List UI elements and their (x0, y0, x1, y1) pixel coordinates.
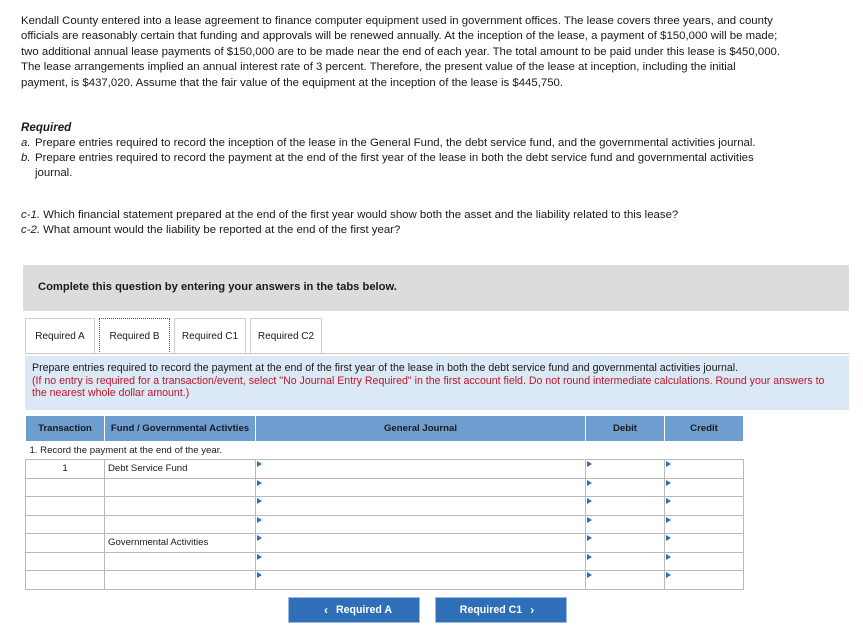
chevron-right-icon: › (530, 603, 535, 617)
debit-input[interactable] (586, 460, 665, 479)
question-c2 (21, 223, 781, 238)
instructions-note: (If no entry is required for a transaction/event, select "No Journal Entry Required" in the first account field. Do not round intermediate calculations. Round your answers to the nearest whole dollar amount.) (32, 374, 825, 400)
account-select[interactable] (256, 552, 586, 571)
debit-input[interactable] (586, 497, 665, 516)
col-header-fund: Fund / Governmental Activties (105, 416, 256, 442)
dropdown-marker-icon (586, 479, 664, 497)
account-select[interactable] (256, 515, 586, 534)
requirement-a (21, 136, 781, 151)
tab-bar (25, 318, 326, 354)
requirements-list (21, 136, 781, 181)
instructions-main: Prepare entries required to record the payment at the end of the first year of the lease in both the debt service fund and governmental activities journal. (32, 362, 739, 374)
transaction-number-cell (26, 534, 105, 553)
tab-required-c1[interactable]: Required C1 (174, 318, 246, 354)
dropdown-marker-icon (586, 516, 664, 534)
question-marker: c-2. (21, 224, 40, 236)
debit-input[interactable] (586, 534, 665, 553)
fund-cell (105, 497, 256, 516)
next-button[interactable] (435, 597, 567, 623)
dropdown-marker-icon (665, 460, 743, 478)
table-row (26, 571, 744, 590)
account-select[interactable] (256, 460, 586, 479)
debit-input[interactable] (586, 571, 665, 590)
transaction-number-cell (26, 478, 105, 497)
dropdown-marker-icon (665, 497, 743, 515)
debit-input[interactable] (586, 515, 665, 534)
dropdown-marker-icon (665, 553, 743, 571)
requirement-marker: b. (21, 152, 31, 164)
col-header-debit: Debit (586, 416, 665, 442)
journal-table (25, 415, 744, 590)
table-row (26, 552, 744, 571)
transaction-number-cell (26, 497, 105, 516)
credit-input[interactable] (665, 534, 744, 553)
prev-button-label: Required A (335, 604, 393, 616)
instructions-panel (25, 356, 849, 410)
debit-input[interactable] (586, 552, 665, 571)
tab-required-b[interactable]: Required B (99, 318, 170, 354)
table-row (26, 515, 744, 534)
col-header-credit: Credit (665, 416, 744, 442)
dropdown-marker-icon (586, 497, 664, 515)
table-row (26, 460, 744, 479)
requirement-b (21, 151, 781, 181)
fund-cell (105, 571, 256, 590)
transaction-number-cell: 1 (26, 460, 105, 479)
problem-statement: Kendall County entered into a lease agreement to finance computer equipment used in government offices. The lease covers three years, and county officials are reasonably certain that funding and approvals will be renewed annually. At the inception of the lease, a payment of $150,000 will be made; two additional annual lease payments of $150,000 are to be made near the end of each year. The total amount to be paid under this lease is $450,000. The lease arrangements implied an annual interest rate of 3 percent. Therefore, the present value of the lease at inception, including the initial payment, is $437,020. Assume that the fair value of the equipment at the inception of the lease is $445,750. (21, 15, 781, 89)
tab-required-c2[interactable]: Required C2 (250, 318, 322, 354)
dropdown-marker-icon (256, 497, 585, 515)
credit-input[interactable] (665, 497, 744, 516)
question-text: What amount would the liability be reported at the end of the first year? (43, 224, 401, 236)
dropdown-marker-icon (256, 479, 585, 497)
dropdown-marker-icon (256, 534, 585, 552)
transaction-description: 1. Record the payment at the end of the year. (26, 442, 744, 460)
account-select[interactable] (256, 571, 586, 590)
transaction-number-cell (26, 515, 105, 534)
tab-divider (25, 353, 849, 354)
debit-input[interactable] (586, 478, 665, 497)
dropdown-marker-icon (665, 571, 743, 589)
question-c1 (21, 208, 781, 223)
transaction-number-cell (26, 552, 105, 571)
banner-text: Complete this question by entering your answers in the tabs below. (38, 281, 397, 293)
next-button-label: Required C1 (459, 604, 523, 616)
col-header-transaction: Transaction (26, 416, 105, 442)
question-text: Which financial statement prepared at the end of the first year would show both the asset and the liability related to this lease? (43, 209, 679, 221)
fund-cell: Governmental Activities (105, 534, 256, 553)
fund-cell (105, 515, 256, 534)
fund-cell (105, 478, 256, 497)
instruction-banner (23, 265, 849, 311)
account-select[interactable] (256, 534, 586, 553)
credit-input[interactable] (665, 515, 744, 534)
credit-input[interactable] (665, 571, 744, 590)
prev-button[interactable] (288, 597, 420, 623)
tab-required-a[interactable]: Required A (25, 318, 95, 354)
requirement-text: Prepare entries required to record the payment at the end of the first year of the lease in both the debt service fund and governmental activities journal. (35, 152, 754, 179)
dropdown-marker-icon (586, 553, 664, 571)
dropdown-marker-icon (665, 516, 743, 534)
dropdown-marker-icon (256, 571, 585, 589)
credit-input[interactable] (665, 460, 744, 479)
required-heading: Required (21, 121, 72, 134)
dropdown-marker-icon (256, 460, 585, 478)
dropdown-marker-icon (586, 571, 664, 589)
fund-cell (105, 552, 256, 571)
table-row (26, 534, 744, 553)
table-row (26, 478, 744, 497)
dropdown-marker-icon (665, 534, 743, 552)
dropdown-marker-icon (586, 534, 664, 552)
chevron-left-icon: ‹ (323, 603, 328, 617)
c-questions (21, 208, 781, 238)
col-header-general-journal: General Journal (256, 416, 586, 442)
dropdown-marker-icon (256, 553, 585, 571)
question-marker: c-1. (21, 209, 40, 221)
account-select[interactable] (256, 478, 586, 497)
requirement-marker: a. (21, 137, 31, 149)
account-select[interactable] (256, 497, 586, 516)
table-row (26, 497, 744, 516)
fund-cell: Debt Service Fund (105, 460, 256, 479)
requirement-text: Prepare entries required to record the inception of the lease in the General Fund, the debt service fund, and the governmental activities journal. (35, 137, 756, 149)
credit-input[interactable] (665, 552, 744, 571)
dropdown-marker-icon (256, 516, 585, 534)
transaction-number-cell (26, 571, 105, 590)
dropdown-marker-icon (665, 479, 743, 497)
transaction-description-row (26, 442, 744, 460)
credit-input[interactable] (665, 478, 744, 497)
dropdown-marker-icon (586, 460, 664, 478)
